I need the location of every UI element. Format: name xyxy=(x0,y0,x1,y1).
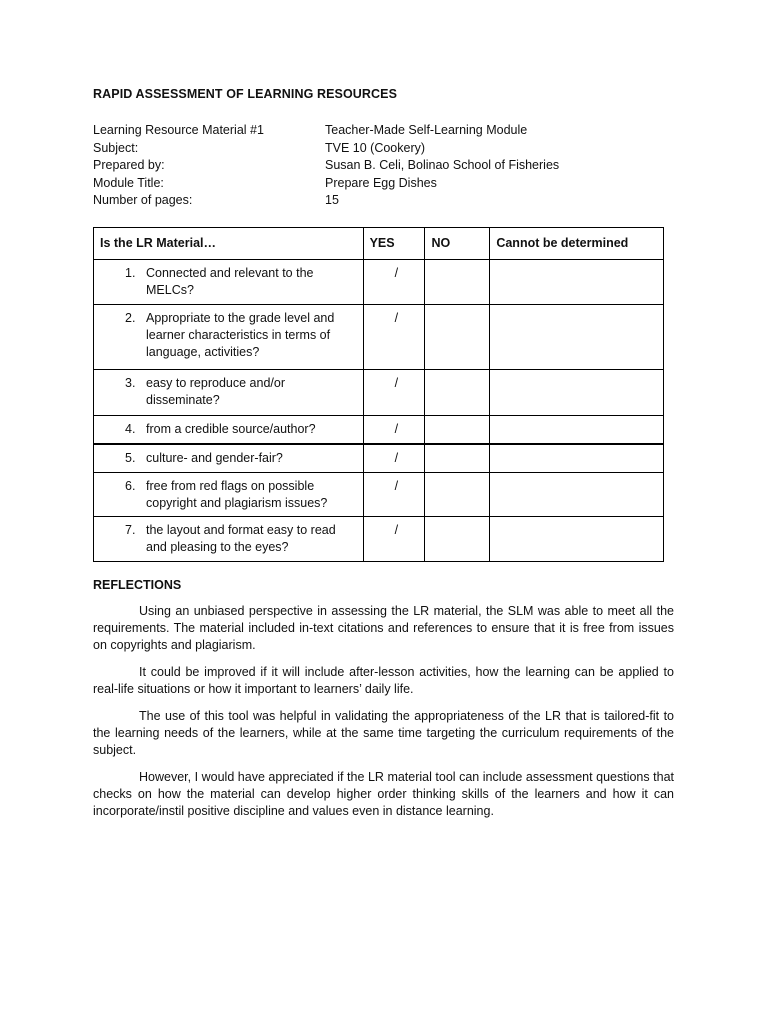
info-value: Susan B. Celi, Bolinao School of Fisheries xyxy=(325,158,560,173)
info-value: Teacher-Made Self-Learning Module xyxy=(325,123,528,137)
no-cell xyxy=(425,370,490,416)
criteria-text: Connected and relevant to the MELCs? xyxy=(146,266,314,297)
table-header-row xyxy=(94,228,664,260)
info-value: Prepare Egg Dishes xyxy=(325,175,437,190)
criteria-number: 5. xyxy=(125,450,136,465)
criteria-cell xyxy=(94,517,364,562)
criteria-cell xyxy=(94,416,364,444)
info-label: Number of pages: xyxy=(93,193,193,208)
document-title: RAPID ASSESSMENT OF LEARNING RESOURCES xyxy=(93,87,398,101)
no-cell xyxy=(425,517,490,562)
cbd-cell xyxy=(490,370,664,416)
criteria-text: culture- and gender-fair? xyxy=(146,450,283,465)
info-label: Prepared by: xyxy=(93,158,165,173)
cbd-cell xyxy=(490,444,664,473)
table-row xyxy=(94,444,664,473)
no-cell xyxy=(425,305,490,370)
no-cell xyxy=(425,416,490,444)
criteria-text: the layout and format easy to read and pleasing to the eyes? xyxy=(146,523,336,554)
header-criteria: Is the LR Material… xyxy=(94,228,364,260)
reflection-paragraph: The use of this tool was helpful in validating the appropriateness of the LR that is tailored-fit to the learning needs of the learners, while at the same time targeting the curriculum requirements of the subject. xyxy=(93,709,674,757)
table-row xyxy=(94,260,664,305)
yes-cell: / xyxy=(363,370,425,416)
yes-cell: / xyxy=(363,305,425,370)
reflection-paragraph: It could be improved if it will include after-lesson activities, how the learning can be applied to real-life situations or how it important to learners’ daily life. xyxy=(93,665,674,696)
table-row xyxy=(94,473,664,517)
criteria-cell xyxy=(94,260,364,305)
yes-cell: / xyxy=(363,416,425,444)
criteria-text: from a credible source/author? xyxy=(146,422,316,436)
info-value: TVE 10 (Cookery) xyxy=(325,140,426,155)
criteria-text: free from red flags on possible copyright and plagiarism issues? xyxy=(146,479,328,510)
reflection-paragraph: Using an unbiased perspective in assessing the LR material, the SLM was able to meet all the requirements. The material included in-text citations and references to ensure that it is free from issues on copyrights and plagiarism. xyxy=(93,604,674,652)
info-label: Module Title: xyxy=(93,175,164,190)
criteria-number: 2. xyxy=(125,311,136,325)
header-cannot-determine: Cannot be determined xyxy=(490,228,664,260)
reflection-paragraph: However, I would have appreciated if the LR material tool can include assessment questions that checks on how the material can develop higher order thinking skills of the learners and how it can incorporate/instil positive discipline and values even in distance learning. xyxy=(93,770,674,818)
header-no: NO xyxy=(425,228,490,260)
reflections-heading: REFLECTIONS xyxy=(93,578,182,592)
cbd-cell xyxy=(490,416,664,444)
criteria-number: 6. xyxy=(125,479,136,493)
info-value: 15 xyxy=(325,193,339,208)
criteria-text: Appropriate to the grade level and learner characteristics in terms of language, activities? xyxy=(146,311,335,359)
criteria-number: 1. xyxy=(125,266,136,280)
yes-cell: / xyxy=(363,444,425,473)
yes-cell: / xyxy=(363,517,425,562)
table-row xyxy=(94,370,664,416)
reflections-body xyxy=(93,603,674,830)
cbd-cell xyxy=(490,517,664,562)
criteria-cell xyxy=(94,444,364,473)
criteria-cell xyxy=(94,473,364,517)
table-row xyxy=(94,517,664,562)
yes-cell: / xyxy=(363,260,425,305)
criteria-text: easy to reproduce and/or disseminate? xyxy=(146,376,285,407)
cbd-cell xyxy=(490,260,664,305)
criteria-cell xyxy=(94,305,364,370)
criteria-cell xyxy=(94,370,364,416)
assessment-table xyxy=(93,227,664,562)
no-cell xyxy=(425,260,490,305)
cbd-cell xyxy=(490,473,664,517)
criteria-number: 4. xyxy=(125,422,136,436)
table-row xyxy=(94,416,664,444)
no-cell xyxy=(425,473,490,517)
header-yes: YES xyxy=(363,228,425,260)
criteria-number: 3. xyxy=(125,376,136,390)
no-cell xyxy=(425,444,490,473)
criteria-number: 7. xyxy=(125,523,136,537)
cbd-cell xyxy=(490,305,664,370)
info-label: Learning Resource Material #1 xyxy=(93,123,264,137)
yes-cell: / xyxy=(363,473,425,517)
info-label: Subject: xyxy=(93,140,139,155)
table-row xyxy=(94,305,664,370)
